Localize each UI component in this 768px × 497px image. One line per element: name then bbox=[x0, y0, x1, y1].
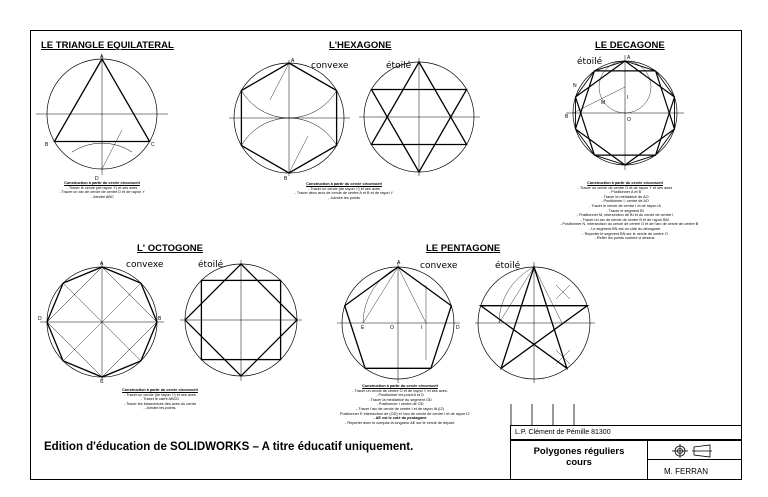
hexagon-convex-label: convexe bbox=[311, 61, 349, 71]
note-line: - Positionner N, intersection du cercle de centre O et de l'arc de cercle de centre B bbox=[560, 222, 699, 227]
pentagon-point-o: O bbox=[390, 325, 394, 331]
pentagon-convex-label: convexe bbox=[420, 261, 458, 271]
decagon-point-m: M bbox=[601, 100, 606, 106]
title-block-title bbox=[510, 440, 648, 480]
triangle-point-b: B bbox=[45, 142, 49, 148]
note-line: - Tracer la médiatrice de AO bbox=[601, 194, 649, 199]
octagon-point-a: A bbox=[100, 261, 104, 267]
first-angle-projection-icon bbox=[648, 441, 743, 461]
pentagon-point-i: I bbox=[421, 325, 423, 331]
projection-cell bbox=[647, 440, 742, 460]
decagon-title: LE DECAGONE bbox=[595, 40, 665, 51]
hexagon-point-a: A bbox=[291, 58, 295, 64]
note-heading: Construction à partir du cercle circonscrit bbox=[64, 181, 140, 185]
triangle-title: LE TRIANGLE EQUILATERAL bbox=[41, 40, 174, 51]
note-line: - Positionner M, intersection de BI et du cercle de centre I bbox=[576, 213, 674, 218]
decagon-point-a: A bbox=[627, 55, 631, 61]
hexagon-star-label: étoilé bbox=[386, 61, 412, 71]
note-line: - Tracer la médiatrice du segment OD bbox=[368, 397, 432, 402]
note-line: - Tracer un cercle (de rayon 'r') et ses axes bbox=[124, 392, 196, 397]
octagon-notes bbox=[105, 388, 215, 411]
hexagon-point-b: B bbox=[284, 176, 288, 182]
title-block-author bbox=[647, 459, 742, 480]
pentagon-point-d: D bbox=[456, 325, 460, 331]
pentagon-point-e: E bbox=[361, 325, 365, 331]
note-line: - Positionner I centre de OD bbox=[376, 402, 424, 407]
note-line: Positionner E intersection de (OD) et l'arc de cercle de centre I et de rayon I2 bbox=[340, 411, 470, 416]
note-heading: Construction à partir du cercle circonscrit bbox=[362, 384, 438, 388]
pentagon-title: LE PENTAGONE bbox=[426, 243, 501, 254]
decagon-point-b: B bbox=[565, 114, 569, 120]
note-line: - Le segment BN est un côté du décagone. bbox=[588, 226, 662, 231]
hexagon-title: L'HEXAGONE bbox=[329, 40, 392, 51]
drawing-title: Polygones réguliers bbox=[533, 446, 625, 457]
octagon-point-c: C bbox=[100, 379, 104, 385]
note-line: - Tracer les bissectrices des axes du cercle bbox=[123, 401, 197, 406]
octagon-convex-label: convexe bbox=[126, 260, 164, 270]
note-line: - Joindre les points bbox=[328, 195, 360, 200]
decagon-point-o: O bbox=[627, 117, 631, 123]
pentagon-star-label: étoilé bbox=[495, 261, 521, 271]
decagon-notes bbox=[560, 181, 699, 241]
note-line: - Joindre ABC bbox=[90, 194, 114, 199]
note-heading: Construction à partir du cercle circonscrit bbox=[122, 388, 198, 392]
note-line: - Reporter le segment BN sur le cercle de centre O bbox=[582, 231, 668, 236]
triangle-point-d: D bbox=[95, 176, 99, 182]
note-line: - Relier les points comme ci dessus. bbox=[594, 236, 656, 241]
school-name: L.P. Clément de Pémille 81300 bbox=[515, 429, 611, 436]
note-line: - Tracer un arc de cercle de centre B et de rayon BM. bbox=[580, 217, 670, 222]
pentagon-point-a: A bbox=[397, 260, 401, 266]
note-line: - Tracer le segment BI bbox=[606, 208, 644, 213]
triangle-point-c: C bbox=[151, 142, 155, 148]
note-line: - Tracer un arc de cercle de centre D et de rayon 'r' bbox=[59, 190, 145, 195]
note-line: - Tracer le cercle (de rayon 'r') et ses axes bbox=[66, 185, 138, 190]
triangle-point-a: A bbox=[100, 54, 104, 60]
note-line: - Positionner les point A et D bbox=[376, 393, 424, 398]
note-heading: Construction à partir du cercle circonscrit bbox=[306, 182, 382, 186]
note-line: - Joindre les points. bbox=[143, 406, 177, 411]
note-line: - Tracer deux arcs de cercle de centre A et B et de rayon 'r' bbox=[294, 191, 394, 196]
octagon-title: L' OCTOGONE bbox=[137, 243, 203, 254]
title-block-school bbox=[510, 425, 742, 440]
note-line: - Tracer le carré ABCD bbox=[140, 397, 180, 402]
decagon-point-i: I bbox=[627, 95, 629, 101]
hexagon-notes bbox=[289, 182, 399, 200]
author-name: M. FERRAN bbox=[664, 467, 708, 476]
octagon-point-d: D bbox=[38, 316, 42, 322]
pentagon-notes bbox=[340, 384, 470, 425]
decagon-star-label: étoilé bbox=[577, 57, 603, 67]
note-line: - Tracer un cercle de centre O et de rayon 'r' et ses axes. bbox=[352, 388, 448, 393]
note-line: - Tracer le cercle de centre I et de rayon IA bbox=[589, 203, 661, 208]
drawing-subtitle: cours bbox=[566, 457, 592, 468]
triangle-notes bbox=[47, 181, 157, 199]
note-line: - Tracer l'arc de cercle de centre I et de rayon IA (I2) bbox=[356, 406, 444, 411]
note-line: - Reporter avec le compas la longueur AE sur le cercle de départ. bbox=[345, 420, 455, 425]
edition-notice: Edition d'éducation de SOLIDWORKS – A titre éducatif uniquement. bbox=[44, 441, 414, 453]
decagon-point-n: N bbox=[573, 83, 577, 89]
note-line: - Positionner I, centre de AO bbox=[601, 199, 649, 204]
note-line: - AE est le coté du pentagone bbox=[373, 416, 427, 421]
note-heading: Construction à partir du cercle circonscrit bbox=[587, 181, 663, 185]
octagon-star-label: étoilé bbox=[198, 260, 224, 270]
note-line: - Tracer un cercle (de rayon 'r') et ses axes bbox=[308, 186, 380, 191]
note-line: - Tracer un cercle de centre O et de rayon 'r' et ses axes bbox=[577, 185, 673, 190]
octagon-point-b: B bbox=[158, 316, 162, 322]
note-line: - Positionner A et B bbox=[608, 190, 642, 195]
